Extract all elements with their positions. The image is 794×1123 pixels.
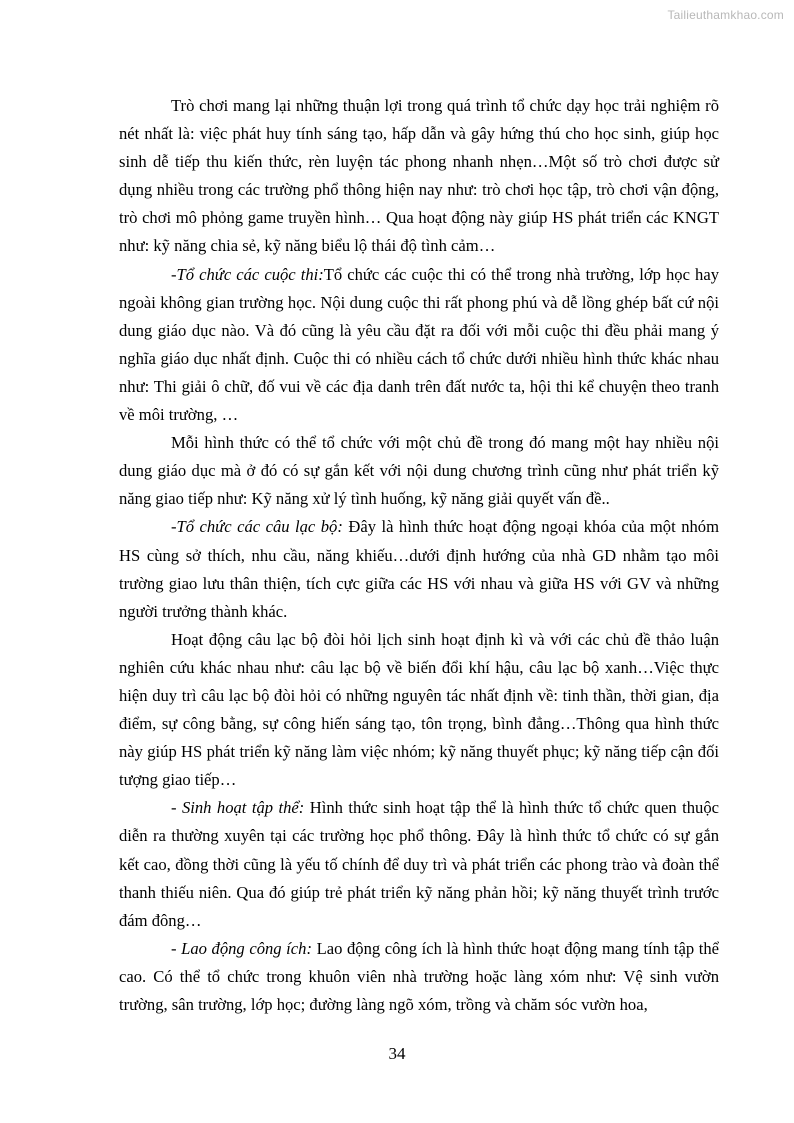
paragraph-group-activities	[119, 794, 719, 934]
paragraph-text: Hoạt động câu lạc bộ đòi hỏi lịch sinh hoạt định kì và với các chủ đề thảo luận nghiên cứu khác nhau như: câu lạc bộ về biến đổi khí hậu, câu lạc bộ xanh…Việc thực hiện duy trì câu lạc bộ đòi hỏi có những nguyên tác nhất định về: tinh thần, thời gian, địa điểm, sự công bằng, sự công hiến sáng tạo, tôn trọng, bình đẳng…Thông qua hình thức này giúp HS phát triển kỹ năng làm việc nhóm; kỹ năng thuyết phục; kỹ năng tiếp cận đối tượng giao tiếp…	[119, 629, 719, 790]
paragraph-text: Lao động công ích là hình thức hoạt động mang tính tập thể cao. Có thể tổ chức trong khuôn viên nhà trường hoặc làng xóm như: Vệ sinh vườn trường, sân trường, lớp học; đường làng ngõ xóm, trồng và chăm sóc vườn hoa,	[119, 938, 719, 1014]
paragraph-lead-clubs: -Tổ chức các câu lạc bộ:	[171, 517, 343, 537]
paragraph-text: Tổ chức các cuộc thi có thể trong nhà trường, lớp học hay ngoài không gian trường học. Nội dung cuộc thi rất phong phú và dễ lồng ghép bất cứ nội dung giáo dục nào. Và đó cũng là yêu cầu đặt ra đối với mỗi cuộc thi đều phải mang ý nghĩa giáo dục nhất định. Cuộc thi có nhiều cách tổ chức dưới nhiều hình thức khác nhau như: Thi giải ô chữ, đố vui về các địa danh trên đất nước ta, hội thi kể chuyện theo tranh về môi trường, …	[119, 264, 719, 425]
watermark-text: Tailieuthamkhao.com	[667, 8, 784, 22]
paragraph-lead-contests: -Tổ chức các cuộc thi:	[171, 264, 324, 284]
paragraph-clubs	[119, 513, 719, 625]
paragraph-text: Trò chơi mang lại những thuận lợi trong quá trình tổ chức dạy học trải nghiệm rõ nét nhất là: việc phát huy tính sáng tạo, hấp dẫn và gây hứng thú cho học sinh, giúp học sinh dễ tiếp thu kiến thức, rèn luyện tác phong nhanh nhẹn…Một số trò chơi được sử dụng nhiều trong các trường phổ thông hiện nay như: trò chơi học tập, trò chơi vận động, trò chơi mô phỏng game truyền hình… Qua hoạt động này giúp HS phát triển các KNGT như: kỹ năng chia sẻ, kỹ năng biểu lộ thái độ tình cảm…	[119, 96, 719, 256]
paragraph-text: Mỗi hình thức có thể tổ chức với một chủ đề trong đó mang một hay nhiều nội dung giáo dục mà ở đó có sự gắn kết với nội dung chương trình cũng như phát triển kỹ năng giao tiếp như: Kỹ năng xử lý tình huống, kỹ năng giải quyết vấn đề..	[119, 433, 719, 509]
document-body	[119, 92, 719, 1019]
paragraph-contest-topics	[119, 429, 719, 513]
paragraph-club-activities	[119, 626, 719, 795]
paragraph-public-labor	[119, 935, 719, 1019]
paragraph-lead-public-labor: - Lao động công ích:	[171, 938, 312, 958]
paragraph-games-benefits	[119, 92, 719, 261]
paragraph-contests	[119, 261, 719, 430]
page-number: 34	[388, 1044, 406, 1063]
paragraph-text: Đây là hình thức hoạt động ngoại khóa của một nhóm HS cùng sở thích, nhu cầu, năng khiếu…dưới định hướng của nhà GD nhằm tạo môi trường giao lưu thân thiện, tích cực giữa các HS với nhau và giữa HS với GV và những người trưởng thành khác.	[119, 517, 719, 621]
paragraph-text: Hình thức sinh hoạt tập thể là hình thức tổ chức quen thuộc diễn ra thường xuyên tại các trường học phổ thông. Đây là hình thức tổ chức có sự gắn kết cao, đồng thời cũng là yếu tố chính để duy trì và phát triển các phong trào và đoàn thể thanh thiếu niên. Qua đó giúp trẻ phát triển kỹ năng phản hồi; kỹ năng thuyết trình trước đám đông…	[119, 798, 720, 930]
paragraph-lead-group-activities: - Sinh hoạt tập thể:	[171, 798, 305, 818]
